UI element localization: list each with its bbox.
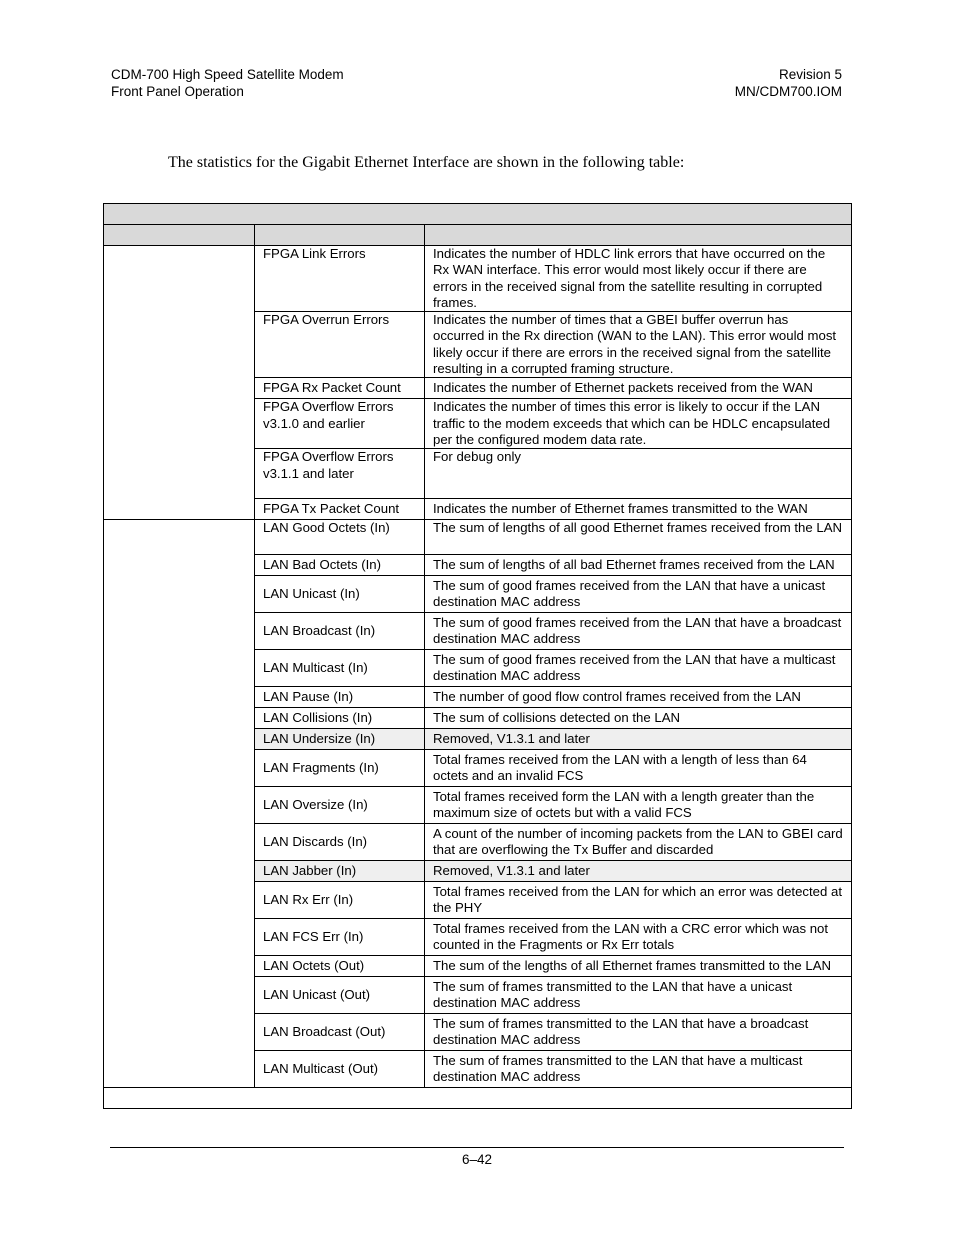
stat-name: LAN Octets (Out) (255, 956, 425, 977)
stat-description: The sum of collisions detected on the LAN (425, 708, 852, 729)
stat-name: LAN Collisions (In) (255, 708, 425, 729)
stat-description: The sum of lengths of all good Ethernet frames received from the LAN (425, 520, 852, 555)
table-row (104, 520, 852, 555)
stat-name: LAN Multicast (Out) (255, 1051, 425, 1088)
page-number: 6–42 (461, 1152, 493, 1167)
header-section: Front Panel Operation (111, 83, 244, 99)
running-header-left (111, 67, 344, 100)
stat-description: The sum of good frames received from the LAN that have a unicast destination MAC address (425, 576, 852, 613)
stat-description: The sum of lengths of all bad Ethernet frames received from the LAN (425, 555, 852, 576)
footer-rule (110, 1147, 844, 1148)
stat-description: Total frames received form the LAN with a length greater than the maximum size of octets but with a valid FCS (425, 787, 852, 824)
table-row (104, 246, 852, 312)
stat-description: Indicates the number of Ethernet frames transmitted to the WAN (425, 499, 852, 520)
stat-name: FPGA Tx Packet Count (255, 499, 425, 520)
intro-paragraph: The statistics for the Gigabit Ethernet Interface are shown in the following table: (168, 154, 685, 171)
statistics-table (103, 203, 852, 1109)
stat-name: FPGA Link Errors (255, 246, 425, 312)
stat-name: LAN Unicast (Out) (255, 977, 425, 1014)
stat-description: Indicates the number of Ethernet packets received from the WAN (425, 378, 852, 399)
stat-name: LAN Discards (In) (255, 824, 425, 861)
stat-name: LAN Fragments (In) (255, 750, 425, 787)
stat-description: For debug only (425, 449, 852, 499)
stat-description: Indicates the number of times this error is likely to occur if the LAN traffic to the modem exceeds that which can be HDLC encapsulated per the configured modem data rate. (425, 399, 852, 449)
stat-name: LAN Broadcast (Out) (255, 1014, 425, 1051)
header-cell-name (255, 225, 425, 246)
stat-description: Total frames received from the LAN with a CRC error which was not counted in the Fragments or Rx Err totals (425, 919, 852, 956)
stat-description: Total frames received from the LAN for which an error was detected at the PHY (425, 882, 852, 919)
stat-name: LAN Undersize (In) (255, 729, 425, 750)
stat-description: Total frames received from the LAN with a length of less than 64 octets and an invalid FCS (425, 750, 852, 787)
stat-name: LAN Rx Err (In) (255, 882, 425, 919)
stat-description: The sum of good frames received from the LAN that have a multicast destination MAC address (425, 650, 852, 687)
header-title: CDM-700 High Speed Satellite Modem (111, 67, 344, 82)
stat-description: Indicates the number of HDLC link errors that have occurred on the Rx WAN interface. This error would most likely occur if there are errors in the received signal from the satellite resulting in corrupted frames. (425, 246, 852, 312)
stat-name: LAN Broadcast (In) (255, 613, 425, 650)
stat-name: LAN Multicast (In) (255, 650, 425, 687)
stat-description: The sum of frames transmitted to the LAN that have a multicast destination MAC address (425, 1051, 852, 1088)
stat-name: LAN Pause (In) (255, 687, 425, 708)
stat-name: FPGA Overflow Errors v3.1.0 and earlier (255, 399, 425, 449)
running-header-right (735, 67, 842, 100)
stat-description: The sum of good frames received from the LAN that have a broadcast destination MAC address (425, 613, 852, 650)
stat-name: FPGA Rx Packet Count (255, 378, 425, 399)
header-revision: Revision 5 (778, 67, 842, 82)
wan-group-cell (104, 246, 255, 520)
table-footer-row (104, 1088, 852, 1109)
stat-name: LAN Good Octets (In) (255, 520, 425, 555)
stat-name: LAN Bad Octets (In) (255, 555, 425, 576)
stat-description: Removed, V1.3.1 and later (425, 861, 852, 882)
stat-description: The sum of the lengths of all Ethernet frames transmitted to the LAN (425, 956, 852, 977)
table-footer-cell (104, 1088, 852, 1109)
stat-name: LAN Unicast (In) (255, 576, 425, 613)
stat-description: Removed, V1.3.1 and later (425, 729, 852, 750)
table-title-row (104, 204, 852, 225)
table-title-cell (104, 204, 852, 225)
stat-name: FPGA Overflow Errors v3.1.1 and later (255, 449, 425, 499)
lan-group-cell (104, 520, 255, 1088)
stat-description: The sum of frames transmitted to the LAN that have a unicast destination MAC address (425, 977, 852, 1014)
header-doc-id: MN/CDM700.IOM (734, 83, 842, 99)
stat-description: The sum of frames transmitted to the LAN that have a broadcast destination MAC address (425, 1014, 852, 1051)
table-header-row (104, 225, 852, 246)
stat-name: FPGA Overrun Errors (255, 312, 425, 378)
stat-description: The number of good flow control frames received from the LAN (425, 687, 852, 708)
stat-name: LAN Jabber (In) (255, 861, 425, 882)
stat-name: LAN Oversize (In) (255, 787, 425, 824)
header-cell-group (104, 225, 255, 246)
header-cell-description (425, 225, 852, 246)
stat-name: LAN FCS Err (In) (255, 919, 425, 956)
stat-description: A count of the number of incoming packets from the LAN to GBEI card that are overflowing the Tx Buffer and discarded (425, 824, 852, 861)
stat-description: Indicates the number of times that a GBEI buffer overrun has occurred in the Rx direction (WAN to the LAN). This error would most likely occur if there are errors in the received signal from the satellite resulting in a corrupted framing structure. (425, 312, 852, 378)
